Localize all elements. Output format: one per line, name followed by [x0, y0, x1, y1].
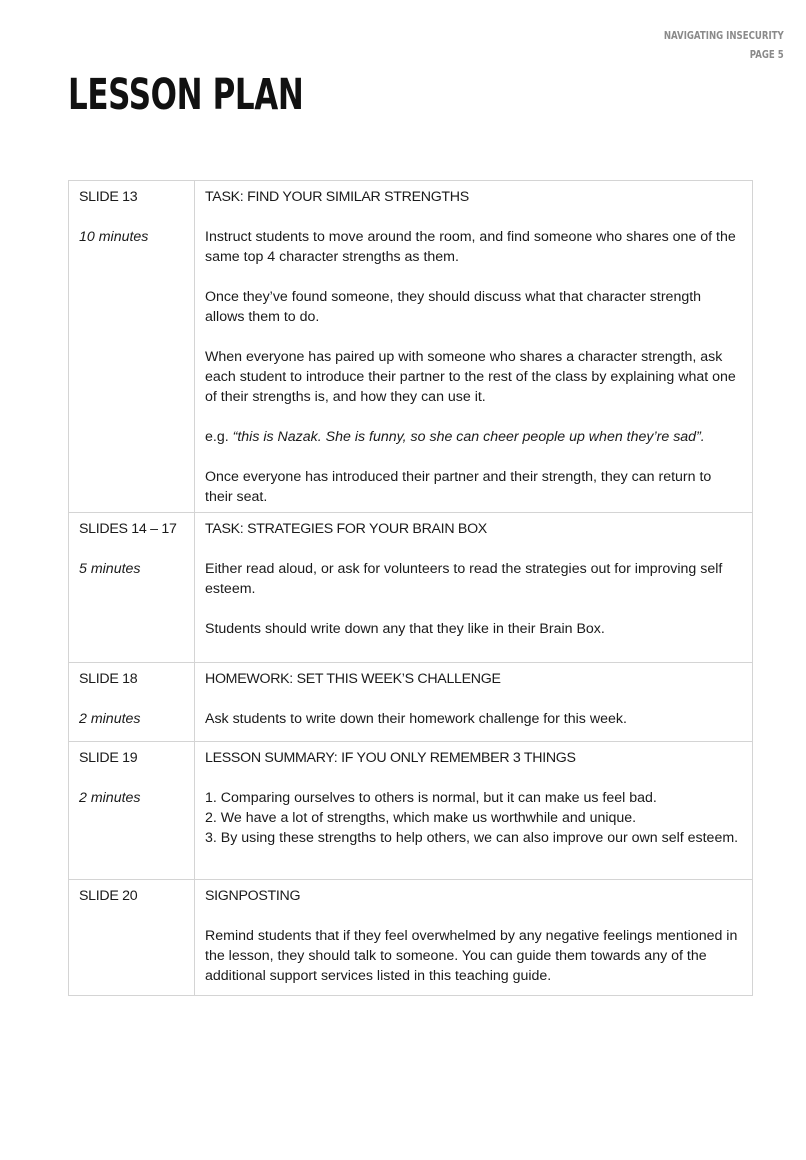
example-quote: “this is Nazak. She is funny, so she can cheer people up when they’re sad”.: [232, 429, 705, 445]
page-header: [664, 26, 784, 64]
paragraph: Remind students that if they feel overwhelmed by any negative feelings mentioned in the lesson, they should talk to someone. You can guide them towards any of the additional support services listed in this teaching guide.: [205, 928, 738, 984]
page-title: LESSON PLAN: [68, 70, 304, 120]
table-row: [69, 663, 753, 742]
task-title: SIGNPOSTING: [205, 888, 301, 904]
slide-number: SLIDE 20: [79, 888, 138, 904]
task-cell: [195, 742, 753, 880]
paragraph: Once everyone has introduced their partner and their strength, they can return to their seat.: [205, 469, 712, 505]
task-title: LESSON SUMMARY: IF YOU ONLY REMEMBER 3 THINGS: [205, 750, 576, 766]
list-item: 3. By using these strengths to help others, we can also improve our own self esteem.: [205, 830, 739, 846]
paragraph: Ask students to write down their homework challenge for this week.: [205, 711, 627, 727]
slide-cell: [69, 880, 195, 996]
paragraph: Either read aloud, or ask for volunteers to read the strategies out for improving self esteem.: [205, 561, 723, 597]
lesson-plan-table: [68, 180, 753, 996]
task-title: TASK: STRATEGIES FOR YOUR BRAIN BOX: [205, 521, 487, 537]
paragraph: When everyone has paired up with someone who shares a character strength, ask each student to introduce their partner to the rest of the class by explaining what one of their strengths is, and how they can use it.: [205, 349, 736, 405]
task-title: HOMEWORK: SET THIS WEEK’S CHALLENGE: [205, 671, 501, 687]
list-item: 2. We have a lot of strengths, which make us worthwhile and unique.: [205, 810, 637, 826]
slide-cell: [69, 181, 195, 513]
duration: 2 minutes: [79, 711, 141, 727]
table-row: [69, 181, 753, 513]
paragraph: Students should write down any that they like in their Brain Box.: [205, 621, 605, 637]
page-number: PAGE 5: [749, 48, 784, 61]
slide-number: SLIDE 18: [79, 671, 138, 687]
slide-cell: [69, 663, 195, 742]
summary-list: [205, 788, 742, 848]
duration: 10 minutes: [79, 229, 149, 245]
task-cell: [195, 663, 753, 742]
task-title: TASK: FIND YOUR SIMILAR STRENGTHS: [205, 189, 469, 205]
slide-number: SLIDES 14 – 17: [79, 521, 177, 537]
table-row: [69, 880, 753, 996]
task-cell: [195, 513, 753, 663]
task-cell: [195, 181, 753, 513]
slide-number: SLIDE 19: [79, 750, 138, 766]
table-row: [69, 742, 753, 880]
document-title: NAVIGATING INSECURITY: [664, 29, 784, 42]
example-paragraph: [205, 427, 742, 447]
duration: 2 minutes: [79, 790, 141, 806]
table-row: [69, 513, 753, 663]
list-item: 1. Comparing ourselves to others is normal, but it can make us feel bad.: [205, 790, 657, 806]
paragraph: Instruct students to move around the room, and find someone who shares one of the same top 4 character strengths as them.: [205, 229, 736, 265]
slide-cell: [69, 742, 195, 880]
slide-cell: [69, 513, 195, 663]
duration: 5 minutes: [79, 561, 141, 577]
example-prefix: e.g.: [205, 429, 233, 445]
paragraph: Once they’ve found someone, they should discuss what that character strength allows them to do.: [205, 289, 702, 325]
task-cell: [195, 880, 753, 996]
slide-number: SLIDE 13: [79, 189, 138, 205]
